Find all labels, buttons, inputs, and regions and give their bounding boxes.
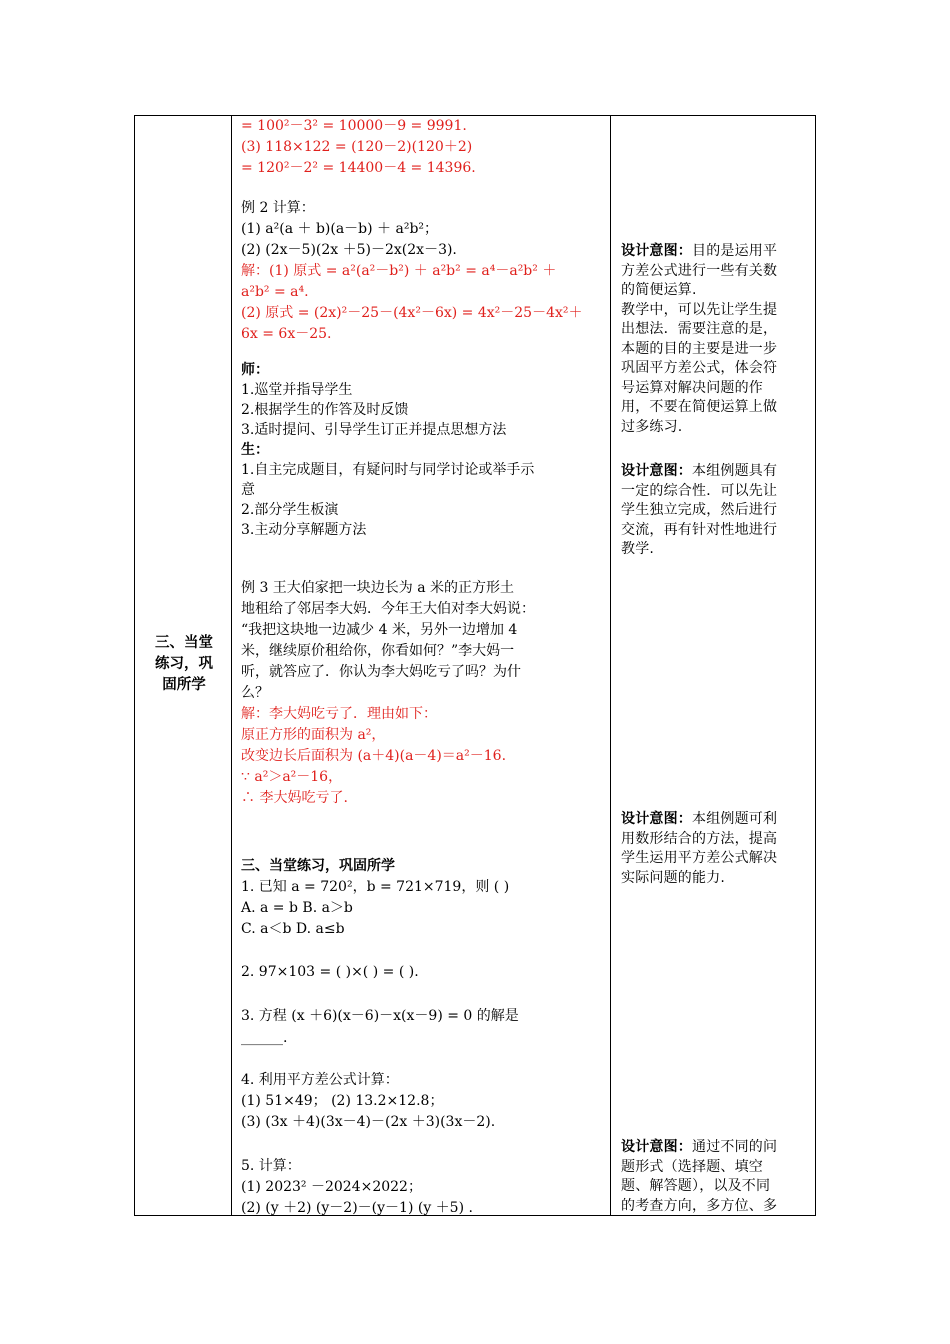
answer-line: 6x = 6x－25.	[241, 326, 332, 342]
answer-line: 解：(1) 原式 = a²(a²－b²) ＋ a²b² = a⁴－a²b² ＋	[241, 263, 557, 279]
design-column	[611, 116, 815, 1215]
design-note-line: 方差公式进行一些有关数	[621, 262, 778, 279]
design-note	[621, 810, 811, 888]
answer-line: = 100²－3² = 10000－9 = 9991.	[241, 118, 467, 134]
exercise-line: (2) (y ＋2) (y－2)－(y－1) (y ＋5) .	[241, 1200, 473, 1215]
design-note-line: 出想法．需要注意的是，	[621, 321, 778, 337]
exercise-option-line: C. a＜b D. a≤b	[241, 921, 345, 937]
design-note-line: 过多练习.	[621, 418, 683, 435]
design-note-label: 设计意图：	[621, 243, 692, 259]
text-line: 意	[241, 482, 255, 498]
design-note-line: 用，不要在简便运算上做	[621, 399, 778, 415]
design-note-line: 用数形结合的方法，提高	[621, 830, 778, 847]
design-note-line: 交流，再有针对性地进行	[621, 521, 778, 538]
section-title	[145, 633, 223, 696]
content-column	[232, 116, 609, 1215]
lesson-table	[134, 115, 816, 1216]
problem-line: 米，继续原价租给你，你看如何？”李大妈一	[241, 643, 515, 659]
student-heading: 生：	[241, 442, 269, 458]
design-note-line: 实际问题的能力.	[621, 869, 726, 886]
text-line: 3.主动分享解题方法	[241, 522, 367, 538]
answer-line: (2) 原式 = (2x)²－25－(4x²－6x) = 4x²－25－4x²＋	[241, 305, 583, 321]
design-note	[621, 242, 811, 437]
design-note-line: 学生独立完成，然后进行	[621, 502, 778, 518]
answer-line: 改变边长后面积为 (a＋4)(a－4)＝a²－16.	[241, 748, 507, 764]
exercise-line: 2. 97×103 = ( )×( ) = ( ).	[241, 964, 419, 980]
design-note-label: 设计意图：	[621, 463, 692, 479]
design-note-line: 的简便运算.	[621, 282, 697, 298]
text-line: 1.自主完成题目，有疑问时与同学讨论或举手示	[241, 462, 535, 478]
design-note	[621, 1138, 811, 1215]
design-note-line: 目的是运用平	[692, 243, 778, 259]
design-note-line: 题、解答题），以及不同	[621, 1178, 771, 1194]
exercise-line: 3. 方程 (x ＋6)(x－6)－x(x－9) = 0 的解是	[241, 1008, 519, 1024]
design-note-label: 设计意图：	[621, 811, 692, 827]
problem-line: (2) (2x－5)(2x ＋5)－2x(2x－3).	[241, 242, 457, 258]
answer-line: a²b² = a⁴.	[241, 284, 309, 300]
design-note-line: 一定的综合性．可以先让	[621, 482, 778, 499]
answer-blank: ______.	[241, 1030, 288, 1046]
answer-line: ∴ 李大妈吃亏了.	[241, 790, 348, 806]
design-note-line: 本组例题可利	[692, 811, 778, 827]
exercise-line: (1) 51×49； (2) 13.2×12.8；	[241, 1093, 444, 1109]
design-note-line: 教学.	[621, 541, 655, 557]
exercise-option-line: A. a = b B. a＞b	[241, 900, 353, 916]
answer-line: 解：李大妈吃亏了．理由如下：	[241, 706, 437, 722]
design-note-line: 巩固平方差公式，体会符	[621, 360, 778, 376]
design-note-line: 学生运用平方差公式解决	[621, 850, 778, 866]
problem-line: (1) a²(a ＋ b)(a－b) ＋ a²b²；	[241, 221, 439, 237]
problem-line: “我把这块地一边减少 4 米，另外一边增加 4	[241, 622, 518, 638]
design-note-line: 号运算对解决问题的作	[621, 379, 763, 396]
text-line: 1.巡堂并指导学生	[241, 382, 353, 398]
exercise-line: 5. 计算：	[241, 1158, 301, 1174]
problem-line: 么？	[241, 685, 269, 701]
example-heading: 例 2 计算：	[241, 200, 315, 216]
design-note-label: 设计意图：	[621, 1139, 692, 1155]
exercise-line: 4. 利用平方差公式计算：	[241, 1072, 399, 1088]
answer-line: ∵ a²＞a²－16，	[241, 769, 343, 785]
design-note-line: 本组例题具有	[692, 463, 778, 479]
design-note-line: 题形式（选择题、填空	[621, 1158, 763, 1175]
exercise-line: (1) 2023² －2024×2022；	[241, 1179, 422, 1195]
answer-line: (3) 118×122 = (120－2)(120＋2)	[241, 139, 473, 155]
problem-line: 听，就答应了．你认为李大妈吃亏了吗？为什	[241, 664, 521, 680]
design-note-line: 通过不同的问	[692, 1139, 778, 1155]
problem-line: 地租给了邻居李大妈．今年王大伯对李大妈说：	[241, 601, 535, 617]
section-title-line: 三、当堂	[155, 635, 213, 651]
text-line: 2.根据学生的作答及时反馈	[241, 402, 409, 418]
exercise-heading: 三、当堂练习，巩固所学	[241, 858, 395, 874]
teacher-heading: 师：	[241, 362, 269, 378]
text-line: 2.部分学生板演	[241, 502, 339, 518]
design-note-line: 的考查方向，多方位、多	[621, 1197, 778, 1214]
example-heading: 例 3 王大伯家把一块边长为 a 米的正方形土	[241, 580, 515, 596]
exercise-line: 1. 已知 a = 720²，b = 721×719，则 ( )	[241, 879, 510, 895]
design-note-line: 本题的目的主要是进一步	[621, 340, 778, 357]
exercise-line: (3) (3x ＋4)(3x－4)－(2x ＋3)(3x－2).	[241, 1114, 496, 1130]
answer-line: = 120²－2² = 14400－4 = 14396.	[241, 160, 476, 176]
section-title-line: 练习，巩	[155, 656, 213, 672]
design-note	[621, 462, 811, 560]
section-title-line: 固所学	[162, 677, 206, 693]
section-column	[135, 116, 231, 1215]
text-line: 3.适时提问、引导学生订正并提点思想方法	[241, 422, 507, 438]
answer-line: 原正方形的面积为 a²，	[241, 727, 386, 743]
design-note-line: 教学中，可以先让学生提	[621, 301, 778, 318]
